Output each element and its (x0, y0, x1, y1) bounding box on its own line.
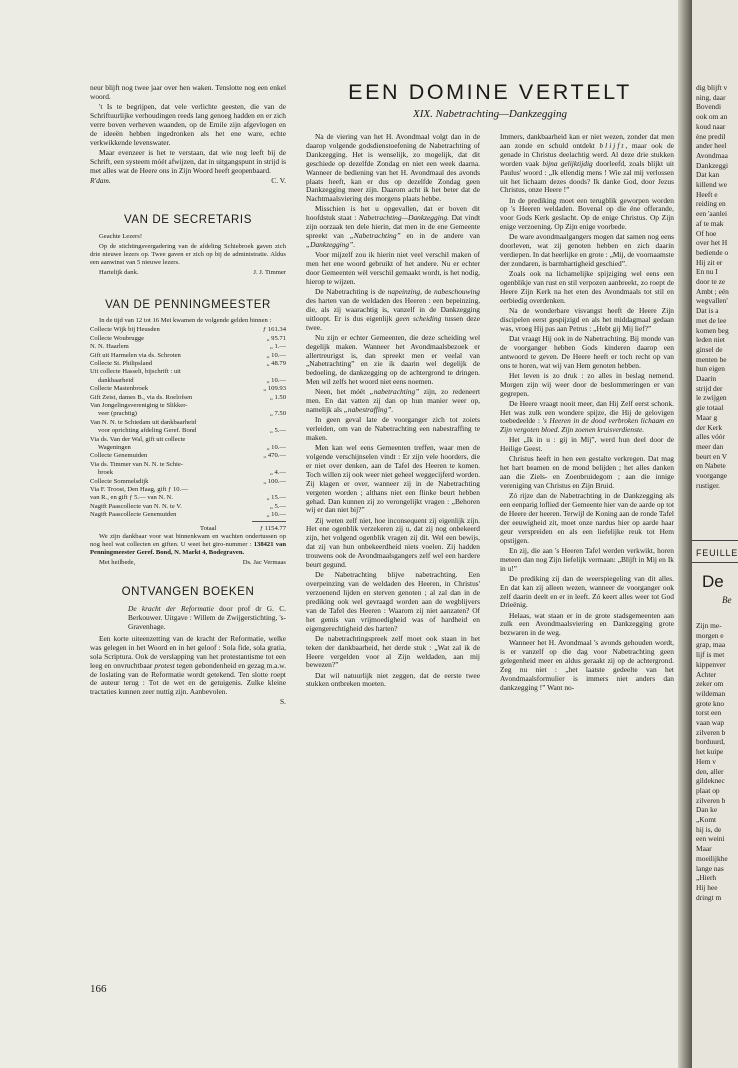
ledger-row (90, 368, 286, 376)
article-title: EEN DOMINE VERTELT (348, 80, 632, 104)
ledger-row (90, 410, 286, 418)
book-review (90, 635, 286, 697)
ledger-amount: „ 7.50 (269, 410, 286, 418)
total-rule (252, 521, 286, 522)
paragraph: Voor mijzelf zou ik hierin niet veel verschil maken of men het ene woord gebruikt of het andere. Nu er echter door Gemeenten wèl verschil gemaakt wordt, is het nodig, hierop te wijzen. (306, 250, 480, 286)
paragraph: Neen, het móét „nabetrachting” zijn, zo redeneert men. En dat vatten zij dan op hun manier weer op, namelijk als „nabestraffing”. (306, 387, 481, 415)
text-line: voorgange (696, 471, 728, 480)
text-line: ook om an (696, 112, 728, 122)
paragraph: En zij, die aan 's Heeren Tafel werden verkwikt, horen meteen dan nog Zijn liefelijk vermaan: „Blijft in Mij en Ik in u!” (500, 545, 674, 573)
ledger-row (90, 486, 286, 494)
text-line: grap, maa (696, 640, 726, 650)
ledger-row (90, 360, 286, 368)
text-line: killend we (696, 180, 727, 189)
ledger-label: Collecte St. Philipsland (90, 359, 153, 367)
signature-line (90, 177, 286, 186)
ledger-amount (282, 419, 286, 427)
ledger-label: Collecte Wijk bij Heusden (90, 326, 160, 334)
ledger-row (90, 494, 286, 502)
paragraph: Het „Ik in u : gij in Mij”, werd hun deel door de Heilige Geest. (500, 435, 674, 454)
ledger-row (90, 444, 286, 452)
text-line: den, aller (696, 766, 724, 776)
ledger-row (90, 478, 286, 486)
text-line: Hem v (696, 756, 716, 766)
penningmeester-signature (90, 559, 286, 567)
text-line: Ambt ; eén (696, 286, 729, 296)
text-line: der Kerk (696, 422, 723, 432)
closing: Hartelijk dank. (99, 268, 139, 276)
ledger-row (90, 461, 286, 469)
text-line: Dankzeggi (696, 160, 729, 170)
text-line: Zijn me- (696, 621, 722, 630)
text-line: Hij hee (696, 882, 718, 892)
text-line: morgen e (696, 630, 724, 640)
ledger-label: dankbaarheid (98, 376, 134, 384)
text-line: torst een (696, 708, 722, 718)
text-line: komen beg (696, 325, 729, 335)
ledger-row (90, 436, 286, 444)
text-line: „Hierh (696, 873, 717, 883)
ledger-label: Via ds. Timmer van N. N. te Schie- (90, 460, 184, 468)
ledger-label: Via ds. Van der Wal, gift uit collecte (90, 435, 186, 443)
book-title: De kracht der Reformatie (128, 604, 214, 614)
feuilleton-heading: FEUILLE (696, 548, 738, 558)
ledger-row (90, 343, 286, 351)
ledger-amount: „ 5.— (269, 427, 286, 435)
signature-place: R'dam. (90, 175, 111, 185)
ledger-row (90, 335, 286, 343)
text-line: strijd der (696, 383, 723, 393)
ledger-label: Collecte Sommelsdijk (90, 477, 149, 485)
book-info (90, 605, 286, 632)
ledger-amount (282, 486, 286, 494)
text-line: een 'aanlei (696, 209, 728, 219)
paragraph: In de prediking moet een terugblik geworpen worden op 's Heeren weldaden. Bovenal op die éne offerande, voor Gods Kerk geslacht. Op de enige Christus. Op Zijn enige verzoening. Op Zijn enige voorbede. (500, 195, 674, 232)
ledger-amount: „ 100.— (263, 477, 286, 485)
text-line: af te mak (696, 218, 724, 228)
text-line: „Komt (696, 815, 717, 824)
paragraph: De Nabetrachting is de napeinzing, de nabeschouwing des harten van de weldaden des Heeren : een bepeinzing, die, als zij waarachtig is, vanzelf in de Dankzegging uitloopt. Er is dus eigenlijk geen scheiding tussen deze twee. (306, 286, 480, 332)
text-line: Dat kan (696, 170, 720, 180)
text-line: En nu I (696, 267, 718, 277)
paragraph: Dat vraagt Hij ook in de Nabetrachting. Bij monde van de voorganger hebben Gods kinderen daarop een antwoord te geven. De Heere heeft er toch recht op van ons te horen, wat wij van Hem genoten hebben. (500, 333, 674, 370)
text-line: alles vóór (696, 432, 725, 442)
penningmeester-closing (90, 533, 286, 558)
giro-number: 138421 van Penningmeester Geref. Bond, N. Markt 4, Bodegraven. (90, 541, 286, 557)
ledger-label: Gift uit Harmelen via ds. Schroten (90, 351, 181, 359)
text-line: zeker om (696, 679, 724, 689)
paragraph: Na de viering van het H. Avondmaal volgt dan in de daarop volgende godsdienstoefening de Nabetrachting of Dankzegging. Het is wenselijk, zo mogelijk, dat dit geschiede op dezelfde Zondag en niet een week daarna. Wanneer de bediening van het H. Avondmaal des avonds plaats heeft, kan er dus op dezelfde Zondag geen Dankzegging meer zijn. Daarom acht ik het beter dat de Nachtmaalsviering des morgens plaats hebbe. (306, 132, 480, 204)
ledger-label: Collecte Mastenbroek (90, 385, 149, 393)
ledger-row (90, 326, 286, 334)
ledger-label: Collecte Woubrugge (90, 334, 145, 342)
ledger-label: Uit collecte Hasselt, bijschrift : uit (90, 368, 181, 376)
ledger-label: Nagift Paascollecte Genemuiden (90, 511, 177, 519)
ledger-amount (282, 436, 286, 444)
ledger-label: N. N. Haarlem (90, 343, 129, 351)
text-line: moeilijkhe (696, 853, 728, 863)
text-line: Dan ke (696, 805, 718, 815)
divider (692, 562, 738, 563)
ledger-label: van R., en gift ƒ 5.— van N. N. (90, 494, 173, 502)
ledger-amount: „ 10.— (266, 351, 286, 359)
review-text-end: tegen gebondenheid en gezag m.a.w. de loslating van de Reformatie wordt getekend. Ten slotte roept de auteur terug : Tot de wet en de getuigenis. Zulke kleine tractaties kunnen zeer nuttig zijn. Aanbevolen. (90, 660, 286, 697)
ledger-amount: „ 470.— (263, 452, 286, 460)
secretaris-section (90, 233, 286, 277)
text-line: het kuipe (696, 747, 724, 757)
page-number: 166 (90, 983, 107, 995)
text-line: Bovendi (696, 102, 722, 112)
text-line: borduurd, (696, 737, 725, 747)
review-text: Een korte uiteenzetting van de kracht der Reformatie, welke was gelegen in het Woord en in het geloof : Sola fide, sola gratia, sola Scriptura. Ook de verslapping van het protestantisme tot een leeg en onvruchtbaar (90, 633, 286, 670)
ledger-label: Collecte Genemuiden (90, 452, 148, 460)
text-line: grote kno (696, 698, 725, 708)
ledger-label: Wageningen (98, 444, 131, 452)
penningmeester-section (90, 317, 286, 567)
ledger-amount: „ 4.— (269, 469, 286, 477)
binding-fold (678, 0, 692, 1068)
ledger-row (90, 385, 286, 393)
text-line: vaan wap (696, 718, 725, 727)
ledger-label: veer (prachtig) (98, 410, 137, 418)
ledger-row (90, 419, 286, 427)
article-subtitle: XIX. Nabetrachting—Dankzegging (413, 108, 567, 120)
ledger-row (90, 394, 286, 402)
text-line: rustiger. (696, 480, 721, 490)
text-line: wildeman (696, 688, 726, 698)
text-line: ène predil (696, 131, 726, 141)
text-line: ander heel (696, 141, 727, 151)
text-line: le zwijgen (696, 393, 727, 403)
divider (692, 540, 738, 541)
text-line: zilveren b (696, 795, 726, 805)
penningmeester-intro: In de tijd van 12 tot 16 Mei kwamen de volgende gelden binnen : (99, 316, 272, 324)
boeken-signature (90, 698, 286, 707)
paragraph: Men kan wel eens Gemeenten treffen, waar men de volgende verschijnselen vindt : Er zijn vele hoorders, die er niet over denken, aan de Tafel des Heeren te komen. Toch willen zij ook weer niet geheel weggecijferd worden. Zij klagen er over, wanneer zij in de Nabetrachting vergeten worden ; althans niet een flinke beurt hebben gehad. Dan kunnen zij zo verongelijkt vragen : „Behoren wij er dan niet bij?” (306, 443, 480, 515)
greeting: Geachte Lezers! (99, 233, 143, 241)
text-line: dig blijft v (696, 83, 728, 92)
closing: Met heilbede, (99, 558, 136, 566)
paragraph: Het leven is zo druk : zo alles in beslag nemend. Morgen zijn wij weer door de beslommeringen er van gegrepen. (500, 370, 674, 398)
ledger-row (90, 377, 286, 385)
paragraph: In geen geval late de voorganger zich tot zoiets verleiden, om van de Nabetrachting een nabestraffing te maken. (306, 415, 480, 443)
feuilleton-subtitle: Be (722, 595, 732, 605)
ledger-amount: „ 95.71 (266, 334, 286, 342)
text-line: beurt en V (696, 451, 728, 461)
text-line: met de lee (696, 315, 727, 325)
signer: J. J. Timmer (253, 268, 286, 276)
ledger-amount (282, 461, 286, 469)
article-column-1 (306, 133, 480, 691)
ledger-amount: „ 48.79 (266, 359, 286, 367)
text-line: plaat op (696, 785, 720, 795)
ledger-label: voor oprichting afdeling Geref. Bond (98, 427, 197, 435)
text-line: wegvallen' (696, 296, 728, 306)
ledger-amount: „ 15.— (266, 494, 286, 502)
next-page-edge (692, 0, 738, 1068)
review-italic: protest (154, 660, 175, 670)
paragraph: Zij weten zelf niet, hoe inconsequent zij eigenlijk zijn. Het ene ogenblik verzekeren zij u, dat zij nog onbekeerd zijn, het volgend ogenblik vragen zij dit. Wel een bewijs, dat zij van hun onbekeerdheid niets voelen. Zij hadden trouwens ook de Avondmaalsgangers zelf wel een hardere beurt gegund. (306, 515, 480, 570)
ledger-amount: „ 1.50 (269, 393, 286, 401)
penningmeester-heading: VAN DE PENNINGMEESTER (105, 299, 271, 312)
text-line: dringt m (696, 892, 722, 902)
total-amount: ƒ 1154.77 (259, 524, 286, 532)
book-meta: door prof dr G. C. Berkouwer. Uitgave : Willem de Zwijgerstichting, 's-Gravenhage. (128, 604, 286, 631)
paragraph: De Heere vraagt nooit meer, dan Hij Zelf eerst schonk. Het was zulk een wondere spijze, die Hij de gelovigen toebedeelde : 's Heeren in de dood verbroken lichaam en Zijn vergoten bloed. Zijn zoenen kruisverdienste. (500, 398, 674, 435)
text-line: en Nabete (696, 461, 726, 471)
text-line: kippenver (696, 659, 726, 669)
text-line: ginsel de (696, 344, 723, 354)
text-line: lijf is met (696, 650, 725, 660)
ledger-label: broek (98, 469, 114, 477)
ledger-amount (282, 368, 286, 376)
paragraph: Misschien is het u opgevallen, dat er boven dit hoofdstuk staat : Nabetrachting—Dankzegging. Dat vindt zijn oorzaak ten dele hierin, dat men in de ene Gemeente spreekt van „Nabetrachting” en in de andere van „Dankzegging”. (306, 204, 481, 250)
signature-initials: C. V. (271, 175, 286, 185)
ledger-amount (282, 402, 286, 410)
text-line: door te ze (696, 277, 726, 286)
ledger-list (90, 326, 286, 519)
closing-text: We zijn dankbaar voor wat binnenkwam en wachten ondertussen op nog heel wat collecten en giften. U weet het giro-nummer : (90, 533, 286, 549)
ledger-label: Via F. Troost, Den Haag, gift ƒ 10.— (90, 486, 188, 494)
ledger-row (90, 469, 286, 477)
paragraph: Na de wonderbare visvangst heeft de Heere Zijn discipelen eerst gespijzigd en als het middagmaal gedaan was, vroeg Hij pas aan Petrus : „Hebt gij Mij lief?” (500, 305, 674, 333)
ledger-amount: ƒ 161.34 (262, 326, 286, 334)
paragraph: Immers, dankbaarheid kan er niet wezen, zonder dat men aan zonde en schuld ontdekt blijft, maar ook de genade in Christus deelachtig werd. Al deze drie stukken worden vaak bijna gelijktijdig doorleefd, zoals blijkt uit Paulus' woord : „Ik ellendig mens ! Wie zal mij verlossen uit het lichaam dezes doods? Ik danke God, door Jezus Christus, onze Heere !” (500, 132, 674, 195)
ledger-row (90, 452, 286, 460)
text-line: koud naar (696, 121, 726, 131)
secretaris-body: Op de stichtingsvergadering van de afdeling Schiebroek gaven zich drie nieuwe lezers op. Twee gaven er zich op bij de administratie. Aldus een aanwinst van 5 nieuwe lezers. (90, 242, 286, 267)
paragraph: 't Is te begrijpen, dat vele verlichte geesten, die van de Schriftuurlijke verhoudingen reeds lang genoeg hadden en er zich verre boven verheven waanden, op de Emile zijn afgevlogen en de ideeën hebben ingedronken als het ene ware, echte verkwikkende levenswater. (90, 102, 286, 147)
text-line: Maar (696, 844, 712, 854)
feuilleton-title: De (702, 572, 724, 591)
text-line: leden niet (696, 335, 725, 345)
text-line: ning, daar (696, 92, 726, 102)
text-line: Hij zit er (696, 257, 723, 267)
text-line: zilveren b (696, 727, 726, 737)
ledger-amount: „ 1.— (269, 343, 286, 351)
text-line: Of hoe (696, 228, 717, 238)
text-line: een weini (696, 834, 725, 844)
ledger-amount: „ 5.— (269, 502, 286, 510)
text-line: Heeft e (696, 189, 718, 199)
ledger-amount: „ 10.— (266, 444, 286, 452)
ledger-amount: „ 10.— (266, 511, 286, 519)
secretaris-heading: VAN DE SECRETARIS (124, 213, 252, 226)
text-line: hij is, de (696, 824, 722, 834)
ledger-row (90, 511, 286, 519)
ledger-row (90, 352, 286, 360)
paragraph: De Nabetrachting blijve nabetrachting. Een overpeinzing van de weldaden des Heeren, in Christus' verzoenend lijden en sterven genoten ; al zal dan in de prediking ook wel gevraagd worden aan de wegblijvers van de Tafel des Heeren : Waarom zij niet aanzaten? Of het gemis van vrijmoedigheid was of hardheid en eigengerechtigheid des harten? (306, 570, 480, 633)
text-line: gie totaal (696, 403, 724, 413)
ledger-row (90, 427, 286, 435)
secretaris-signature (90, 269, 286, 277)
text-line: over het H (696, 238, 728, 248)
ledger-label: Nagift Paascollecte van N. N. te V. (90, 502, 182, 510)
text-line: Daarin (696, 374, 717, 383)
ledger-label: Van N. N. te Schiedam uit dankbaarheid (90, 418, 197, 426)
text-line: hun eigen (696, 364, 725, 374)
total-row (90, 525, 286, 533)
text-line: Dat is a (696, 306, 719, 316)
ledger-row (90, 503, 286, 511)
paragraph: Zoals ook na lichamelijke spijziging wel eens een ogenblikje van rust en stil verpozen aanbreekt, zo roept de Heere Zijn Kerk na het eten des Avondmaals tot stil en eerbiedig overdenken. (500, 269, 674, 305)
left-column (90, 84, 286, 707)
signer: Ds. Jac Vermaas (242, 558, 286, 566)
paragraph: Wanneer het H. Avondmaal 's avonds gehouden wordt, is er vanzelf op die dag voor Nabetrachting geen gelegenheid meer en aldus geraakt zij op de achtergrond. Zeg nu niet : „het laatste gedeelte van het Avondmaalsformulier is immers niet anders dan dankzegging !” Want no- (500, 638, 674, 692)
paragraph: Zó rijzе dan de Nabetrachting in de Dankzegging als een eenparig loflied der Gemeente hier van de aarde op tot de Heere der heeren. Terwijl de Koning aan de ronde Tafel der eeuwigheid zit, moet onze nardus hier op aarde haar geur verspreiden en als een liefelijke reuk tot Hem opstijgen. (500, 491, 674, 545)
total-label: Totaal (200, 524, 217, 532)
text-line: reiding en (696, 199, 726, 209)
paragraph: De ware avondmaalgangers mogen dat samen nog eens doorleven, wat zij genoten hebben en zich daarin verdiepen. In dat heerlijke en grote : „Mij, de voornaamste der zondaren, is barmhartigheid geschied”. (500, 232, 674, 269)
ledger-amount: „ 10.— (266, 376, 286, 384)
paragraph: De nabetrachtingspreek zelf moet ook staan in het teken der dankbaarheid, het derde stuk : „Wat zal ik de Heere vergelden voor al Zijn weldaden, aan mij bewezen?” (306, 633, 480, 670)
text-line: bediende o (696, 247, 729, 257)
ledger-label: Gift Zeist, dames B., via ds. Roelofsen (90, 393, 193, 401)
ledger-label: Van Jongelingsvereniging te Slikker- (90, 401, 188, 409)
text-line: meer dan (696, 441, 724, 451)
text-line: menten be (696, 354, 727, 364)
paragraph: neur blijft nog twee jaar over hen waken. Tenslotte nog een enkel woord. (90, 83, 286, 101)
ledger-row (90, 402, 286, 410)
paragraph: Dat wil natuurlijk niet zeggen, dat de eerste twee stukken ontbreken moeten. (306, 670, 480, 689)
ledger-amount: „ 109.93 (263, 385, 286, 393)
article-column-2 (500, 133, 674, 694)
text-line: Maar g (696, 412, 718, 422)
text-line: Avondmaa (696, 150, 728, 160)
text-line: lange nas (696, 863, 724, 873)
text-line: Achter (696, 669, 717, 679)
paragraph: Maar evenzeer is het te verstaan, dat wie nog leeft bij de Schrift, een systeem móét afwijzen, dat in uitgangspunt in strijd is met alles wat de Heere ons in Zijn Woord heeft geopenbaard. (90, 147, 286, 175)
boeken-section (90, 605, 286, 707)
signer: S. (280, 697, 286, 707)
boeken-heading: ONTVANGEN BOEKEN (121, 586, 255, 599)
paragraph: De prediking zij dan de weerspiegeling van dit alles. En dat kan zij alleen wezen, wanneer de voorganger ook zelf daarin deelt en er in leeft. Zó keert alles weer tot God Drieënig. (500, 573, 674, 610)
paragraph: Nu zijn er echter Gemeenten, die deze scheiding wel degelijk maken. Wanneer het Avondmaalsbezoek er allertreurigst is, dan spreekt men er veelal van „Nabetrachting” en zie ik daarin wel degelijk de bedoeling, de dankzegging op de achtergrond te dringen. Men wil zelfs het woord niet eens noemen. (306, 332, 480, 387)
paragraph: Christus heeft in hen een gestalte verkregen. Dat mag het hart beamen en de mond belijden ; het alles danken aan die Ziels- en Zoenbruidegom ; aan die innige vereniging van Christus en Zijn Bruid. (500, 454, 674, 491)
paragraph: Helaas, wat staan er in de grote stadsgemeenten aan zulk een Avondmaalsviering en Dankzegging grote bezwaren in de weg. (500, 610, 674, 638)
text-line: gildeknec (696, 776, 725, 786)
